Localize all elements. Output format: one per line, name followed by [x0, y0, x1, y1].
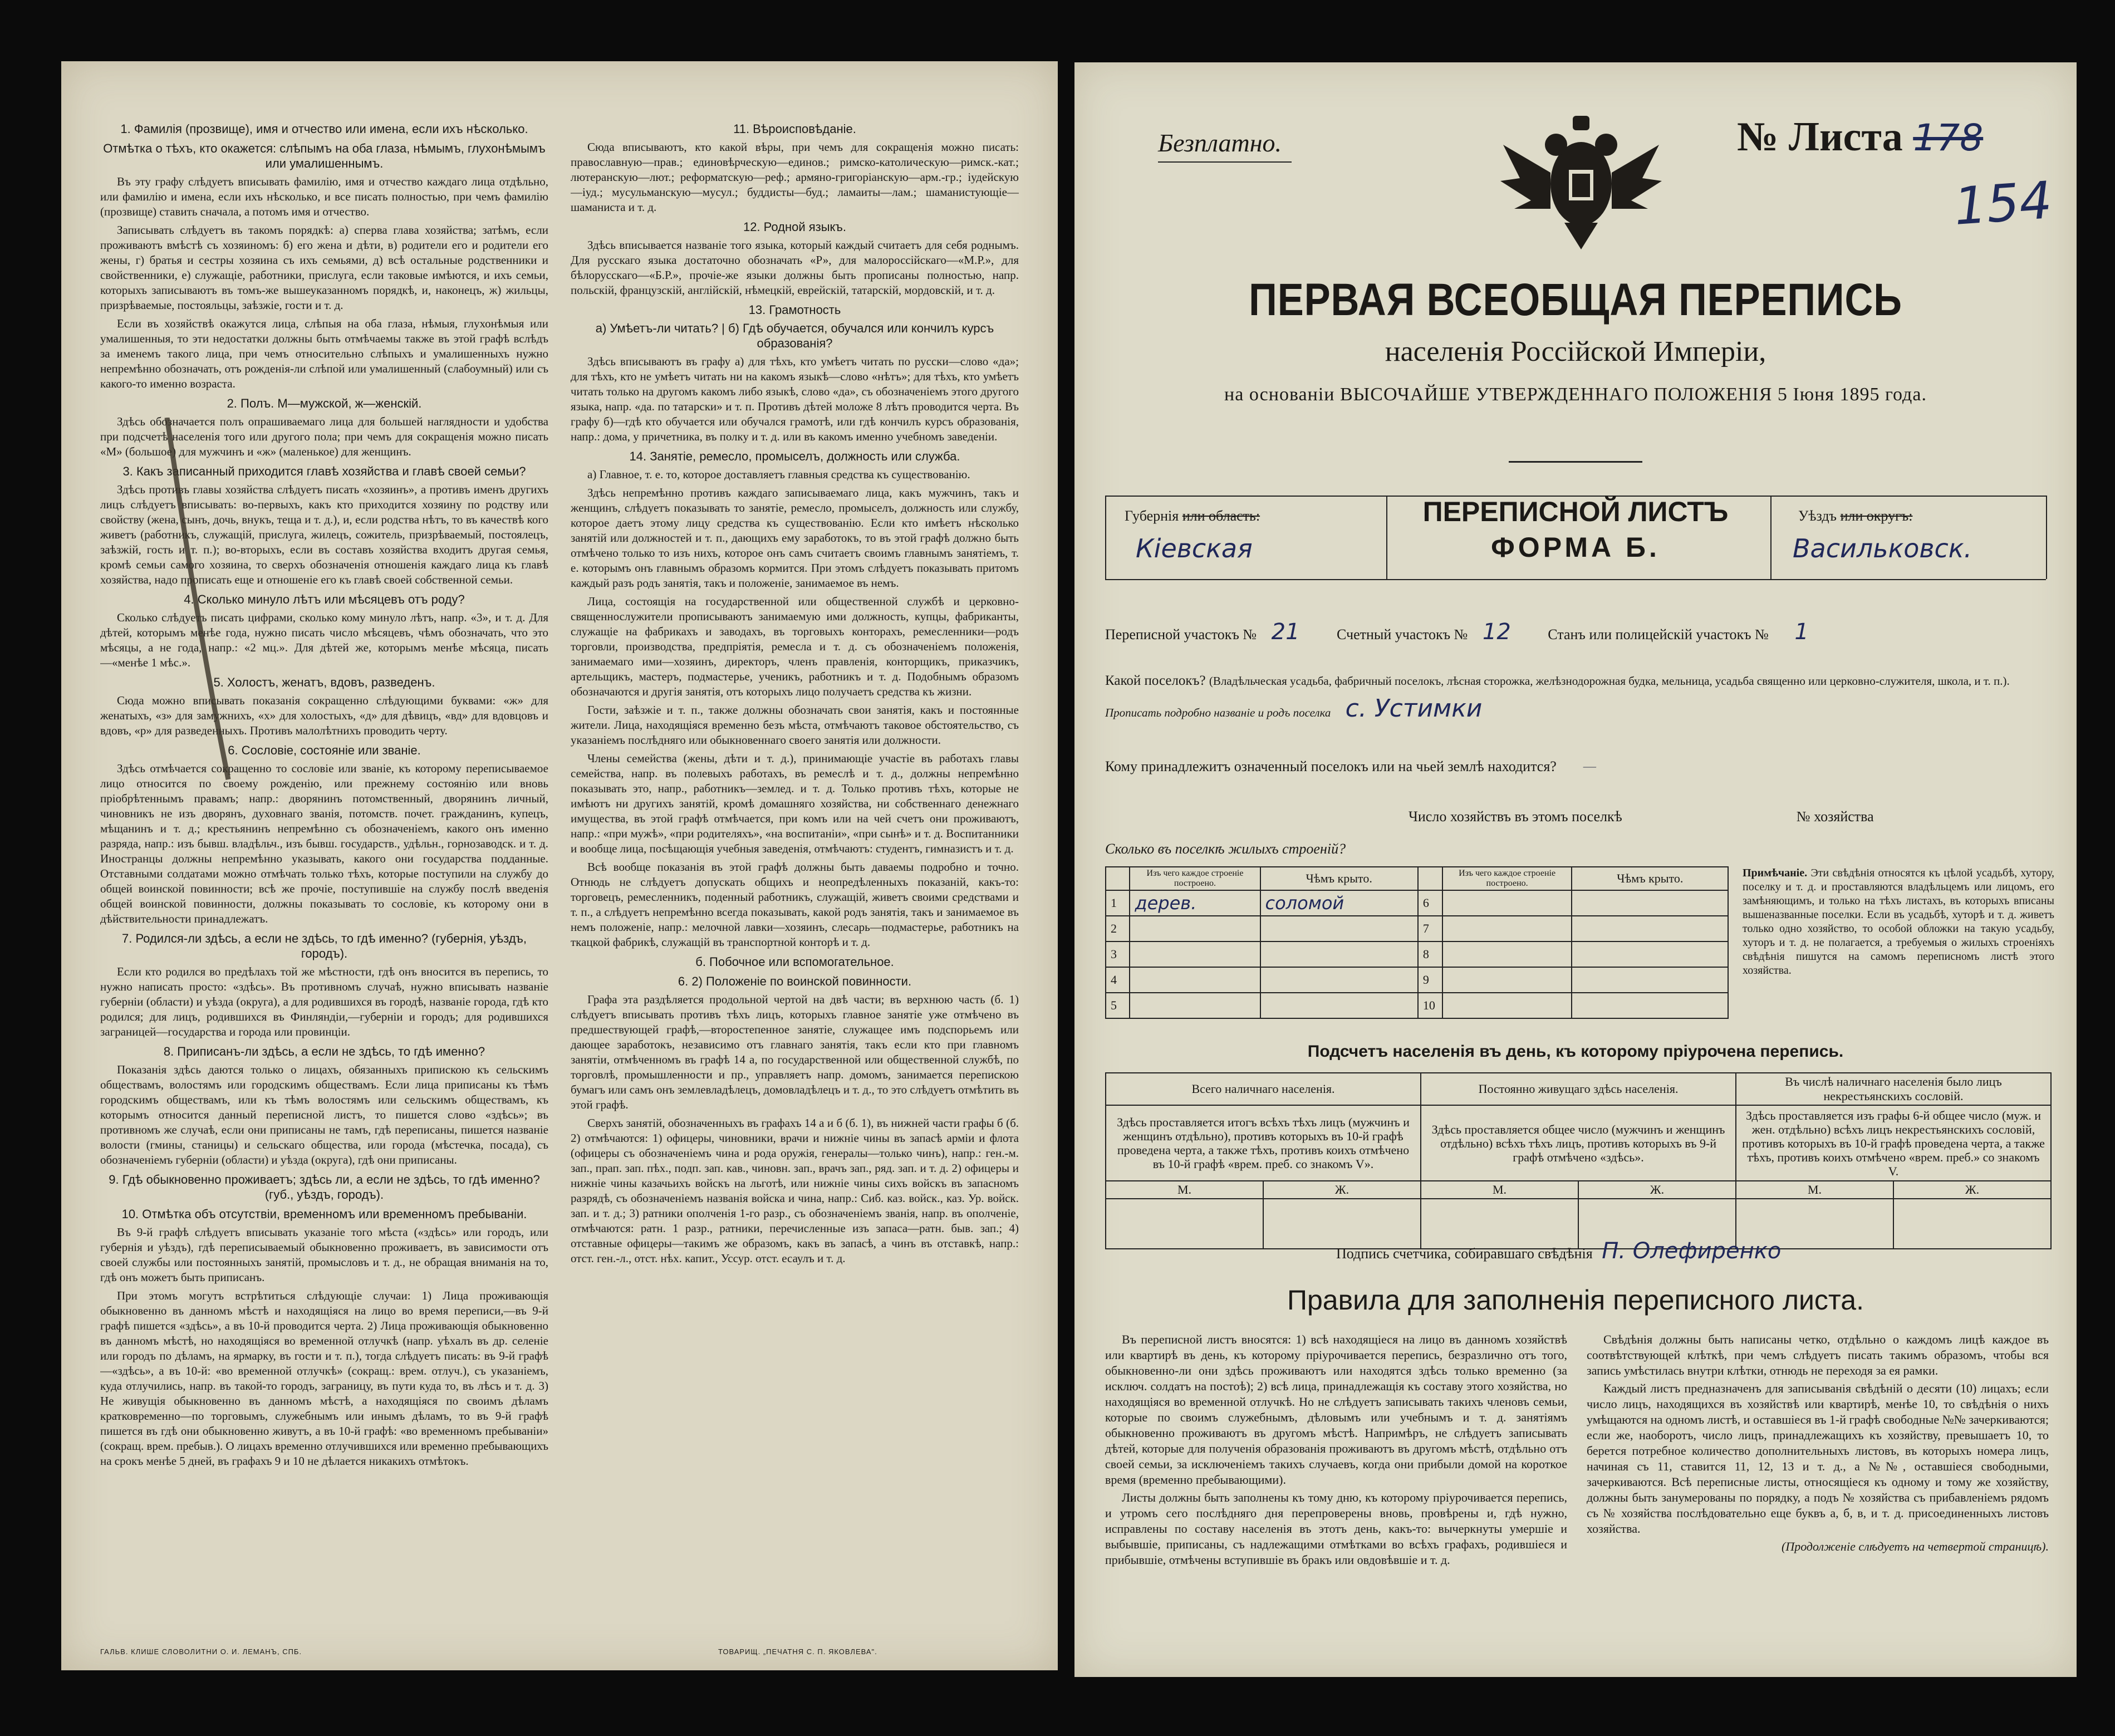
- buildings-table: [1105, 866, 1729, 1019]
- uezd-value: Васильковск.: [1793, 533, 1972, 563]
- instruction-heading: 6. Сословіе, состояніе или званіе.: [228, 743, 421, 757]
- instruction-paragraph: Сверхъ занятій, обозначенныхъ въ графахъ 14 а и б (б. 1), въ нижней части графы б (б. 2) отмѣчаются: 1) офицеры, чиновники, врачи и нижніе чины въ запасѣ арміи и флота (офицеры съ обозначеніемъ чина и рода оружія, генералы—только чинъ), напр.: ген.-м. зап., прап. зап. пѣх., подп. зап. кав., чиновн. зап., врачъ зап., ряд. зап. и т. д. 2) офицеры и нижніе чины казачьихъ войскъ на льготѣ, или нижніе чины сихъ войскъ въ запасномъ разрядѣ, съ обозначеніемъ названія войска и чина, напр.: Сиб. каз. войск., каз. Ур. войск. зап. и т. д.; 3) ратники ополченія 1-го разр., съ обозначеніемъ званія, напр. въ ополченіе, отмѣчаются: ратн. 1 разр., ратники, перечисленные изъ запаса—ратн. быв. зап.; 4) отставные офицеры—такимъ же образомъ, какъ въ запасѣ, а чинъ въ отставкѣ, напр.: отст. ген.-л., отст. нѣх. капит., Уссур. отст. есаулъ и т. д.: [571, 1116, 1019, 1265]
- podschet-head-3: Въ числѣ наличнаго населенія было лицъ некрестьянскихъ сословій.: [1736, 1073, 2051, 1105]
- instruction-heading: 12. Родной языкъ.: [743, 220, 847, 234]
- instruction-paragraph: Сюда вписываютъ, кто какой вѣры, при чемъ для сокращенія можно писать: православную—прав.; единовѣрческую—единов.; римско-католическую—римск.-кат.; лютеранскую—лют.; реформатскую—реф.; армяно-григоріанскую—арм.-гр.; іудейскую—іуд.; мусульманскую—мусул.; буддисты—буд.; ламаиты—лам.; шаманистующіе—шаманиста и т. д.: [571, 140, 1019, 214]
- buildings-note: [1743, 866, 2054, 978]
- podschet-text-1: Здѣсь проставляется итогъ всѣхъ тѣхъ лицъ (мужчинъ и женщинъ отдѣльно), противъ которыхъ въ 10-й графѣ проведена черта, а также тѣхъ, противъ коихъ отмѣчено въ 10-й графѣ «врем. преб. со знакомъ V».: [1106, 1105, 1421, 1181]
- instruction-heading: 2. Полъ. М—мужской, ж—женскій.: [227, 396, 422, 410]
- instruction-paragraph: Въ эту графу слѣдуетъ вписывать фамилію, имя и отчество каждаго лица отдѣльно, или фамилію и имена, если ихъ нѣсколько, и все писать полностью, при чемъ фамилію (прозвище) ставить сначала, а потомъ имя и отчество.: [100, 175, 548, 218]
- buildings-header-roof: Чѣмъ крыто.: [1260, 867, 1418, 890]
- instruction-columns: [100, 117, 1019, 1587]
- table-row: 4 9: [1106, 967, 1728, 993]
- instruction-heading: 5. Холостъ, женатъ, вдовъ, разведенъ.: [213, 675, 435, 689]
- sheet-number-handwritten: 154: [1952, 170, 2054, 237]
- form-subtitle: населенія Россійской Имперіи,: [1385, 336, 1766, 367]
- instruction-paragraph: Гости, заѣзжіе и т. п., также должны обозначать свои занятія, какъ и постоянные жители. Лица, находящіяся временно безъ мѣста, отмѣчаютъ таковое обстоятельство, съ указаніемъ послѣдняго или обыкновеннаго своего занятія или должности.: [571, 703, 1019, 747]
- free-of-charge-label: Безплатно.: [1158, 129, 1282, 157]
- uezd-label: Уѣздъ: [1798, 508, 1837, 524]
- instruction-paragraph: Показанія здѣсь даются только о лицахъ, обязанныхъ припискою къ сельскимъ обществамъ, волостямъ или городскимъ обществамъ. Если лица приписаны къ тѣмъ городскимъ обществамъ, или къ тѣмъ волостямъ или сельскимъ обществамъ, къ которымъ относится данный переписной листъ, то пишется слово «здѣсь»; въ противномъ же случаѣ, если они приписаны не тамъ, гдѣ переписаны, пишется названіе волости (гмины, станицы) и сельскаго общества, или города (мѣстечка, посада), съ обозначеніемъ губерніи (области) и уѣзда (округа), гдѣ они приписаны.: [100, 1063, 548, 1166]
- instruction-paragraph: Сколько слѣдуетъ писать цифрами, сколько кому минуло лѣтъ, напр. «3», и т. д. Для дѣтей, которымъ менѣе года, нужно писать число мѣсяцевъ, чѣмъ обозначать, что это мѣсяцы, а не года, напр.: «2 мц.». Для дѣтей же, которымъ менѣе мѣсяца, писать—«менѣе 1 мѣс.».: [100, 611, 548, 669]
- double-headed-eagle-emblem-icon: [1498, 111, 1665, 251]
- header-box-bottom: [1105, 579, 2046, 580]
- instruction-paragraph: Графа эта раздѣляется продольной чертой на двѣ части; въ верхнюю часть (б. 1) слѣдуетъ вписывать противъ тѣхъ лицъ, которыхъ главное занятіе уже отмѣчено въ предшествующей графѣ,—второстепенное занятіе, служащее имъ подспорьемъ или дающее заработокъ, независимо отъ главнаго занятія, такъ если кто при главномъ занятіи, отмѣченномъ въ графѣ 14 а, по государственной или общественной службѣ, по торговлѣ, промышленности и пр., управляетъ напр. домомъ, занимается перепискою бумагъ или самъ онъ землевладѣлецъ, домовладѣлецъ и т. д., то это слѣдуетъ отмѣтить въ этой графѣ.: [571, 993, 1019, 1111]
- fold-crease-mark: [161, 418, 239, 785]
- rules-column-2: Свѣдѣнія должны быть написаны четко, отдѣльно о каждомъ лицѣ каждое въ соотвѣтствующей клѣткѣ, при чемъ слѣдуетъ писать такимъ образомъ, чтобы вся запись умѣстилась внутри клѣтки, отнюдь не переходя за ея рамки. Каждый листъ предназначенъ для записыванія свѣдѣній о десяти (10) лицахъ; если число лицъ, находящихся въ хозяйствѣ или квартирѣ, менѣе 10, то свѣдѣнія о нихъ умѣщаются на одномъ листѣ, и оставшіеся въ 1-й графѣ свободные №№ зачеркиваются; если же, наоборотъ, число лицъ, принадлежащихъ къ хозяйству, превышаетъ 10, то берется потребное количество дополнительныхъ листовъ, въ которыхъ номера лицъ, начиная съ 11, ставится 11, 12, 13 и т. д., а №№, оставшіеся свободными, зачеркиваются. Всѣ переписные листы, относящіеся къ одному и тому же хозяйству, должны быть занумерованы по порядку, а подъ № хозяйства съ прибавленіемъ рядомъ съ № хозяйства послѣдовательно еще буквъ а, б, в, и т. д. присоединенныхъ листовъ хозяйства. (Продолженіе слѣдуетъ на четвертой страницѣ).: [1587, 1332, 2049, 1553]
- instruction-paragraph: Если въ хозяйствѣ окажутся лица, слѣпыя на оба глаза, нѣмыя, глухонѣмыя или умалишенныя, то эти недостатки должны быть отмѣчаемы также въ этой графѣ вслѣдъ за именемъ такого лица, при чемъ относительно слѣпыхъ и умалишенныхъ нужно непремѣнно обозначать, отъ рожденія-ли слѣпой или умалишенный (слабоумный) или съ какого-то именно возраста.: [100, 317, 548, 390]
- instruction-heading: 7. Родился-ли здѣсь, а если не здѣсь, то гдѣ именно? (губернія, уѣздъ, городъ).: [122, 931, 527, 960]
- table-row: 5 10: [1106, 993, 1728, 1018]
- uezd-struck: или округъ:: [1840, 508, 1913, 524]
- sign-label: Подпись счетчика, собиравшаго свѣдѣнія: [1336, 1245, 1593, 1262]
- instruction-heading: Отмѣтка о тѣхъ, кто окажется: слѣпымъ на оба глаза, нѣмымъ, глухонѣмымъ или умалишеннымъ.: [103, 141, 546, 170]
- row1-roof: соломой: [1260, 890, 1418, 916]
- instruction-paragraph: Записывать слѣдуетъ въ такомъ порядкѣ: а) сперва глава хозяйства; затѣмъ, если проживаютъ вмѣстѣ съ хозяиномъ: б) его жена и дѣти, в) родители его и родители его жены, г) братья и сестры хозяина съ ихъ семьями, д) всѣ остальные родственники и свойственники, е) служащіе, работники, прислуга, если таковые имѣются, и ихъ семьи, которыхъ записываютъ въ томъ-же вышеуказанномъ порядкѣ, и, наконецъ, ж) жильцы, призрѣваемые, постояльцы, заѣзжіе, гости и т. д.: [100, 223, 548, 312]
- schet-value: 12: [1482, 619, 1511, 645]
- m-label-3: М.: [1736, 1181, 1893, 1199]
- right-page-census-form: [1074, 62, 2077, 1677]
- hoz-count-label: Число хозяйствъ въ этомъ поселкѣ: [1409, 808, 1622, 825]
- schet-label: Счетный участокъ №: [1337, 626, 1468, 643]
- continue-note: (Продолженіе слѣдуетъ на четвертой страницѣ).: [1782, 1539, 2049, 1553]
- rules-column-1: Въ переписной листъ вносятся: 1) всѣ находящіеся на лицо въ данномъ хозяйствѣ или квартирѣ въ день, къ которому пріурочивается перепись, безразлично отъ того, обыкновенно-ли они здѣсь проживаютъ или находятся здѣсь только временно (за исключ. солдатъ на постоѣ); 2) всѣ лица, принадлежащія къ составу этого хозяйства, но находящіяся во временной отлучкѣ. Но не слѣдуетъ записывать такихъ членовъ семьи, которые по своимъ служебнымъ, дѣловымъ или учебнымъ и т. д. занятіямъ обыкновенно проживаютъ въ другомъ мѣстѣ. Напримѣръ, не слѣдуетъ записывать дѣтей, которые для полученія образованія проживаютъ въ другомъ мѣстѣ, отдѣльно отъ своей семьи, за исключеніемъ такихъ случаевъ, когда они прибыли домой на короткое время (временно пребывающими). Листы должны быть заполнены къ тому дню, къ которому пріурочивается перепись, и утромъ сего послѣдняго дня перепроверены вновь, провѣрены и, гдѣ нужно, исправлены по составу населенія въ этотъ день, какъ-то: вычеркнуты умершіе и выбывшіе, приписаны, съ надлежащими отмѣтками во всѣхъ графахъ, родившіеся и прибывшіе, отмѣчены вступившіе въ бракъ или овдовѣвшіе и т. д.: [1105, 1332, 1567, 1567]
- list-title: ПЕРЕПИСНОЙ ЛИСТЪ: [1422, 496, 1729, 527]
- hoz-no-label: № хозяйства: [1796, 808, 1874, 825]
- poselok-value: с. Устимки: [1345, 694, 1483, 723]
- owner-label: Кому принадлежитъ означенный поселокъ или на чьей землѣ находится?: [1105, 758, 1557, 774]
- settlement-field: [1105, 667, 2052, 727]
- zh-label-2: Ж.: [1578, 1181, 1736, 1199]
- buildings-header-material: Изъ чего каждое строеніе построено.: [1130, 867, 1260, 890]
- zh-label-3: Ж.: [1893, 1181, 2051, 1199]
- form-legal-basis: на основаніи ВЫСОЧАЙШЕ УТВЕРЖДЕННАГО ПОЛОЖЕНІЯ 5 Іюня 1895 года.: [1224, 384, 1927, 405]
- poselok-desc: (Владѣльческая усадьба, фабричный поселокъ, лѣсная сторожка, желѣзнодорожная будка, мельница, усадьба священно или церковно-служителя, школа, и т. п.).: [1209, 674, 2010, 688]
- instruction-paragraph: Здѣсь вписывается названіе того языка, который каждый считаетъ для себя роднымъ. Для русскаго языка достаточно обозначать «Р», для малороссійскаго—«М.Р.», для бѣлорусскаго—«Б.Р.», прочіе-же языки должны быть прописаны полностью, напр. польскій, французскій, англійскій, нѣмецкій, еврейскій, татарскій, мордовскій, и т. д.: [571, 238, 1019, 297]
- instruction-paragraph: Въ 9-й графѣ слѣдуетъ вписывать указаніе того мѣста («здѣсь» или городъ, или губернія и уѣздъ), гдѣ переписываемый обыкновенно проживаетъ, въ зависимости отъ своей службы или постоянныхъ занятій, промысловъ и т. д., не обращая вниманія на то, гдѣ онъ можетъ быть приписанъ.: [100, 1225, 548, 1284]
- row1-material: дерев.: [1130, 890, 1260, 916]
- instruction-paragraph: Всѣ вообще показанія въ этой графѣ должны быть даваемы подробно и точно. Отнюдь не слѣдуетъ допускать общихъ и неопредѣленныхъ показаній, какъ-то: торговецъ, ремесленникъ, поденный работникъ, служащій, живетъ своими средствами и т. п., а слѣдуетъ непремѣнно всегда показывать, какой родъ занятія, такъ и занимаемое въ немъ положеніе, напр.: мелочной лавки—хозяинъ, слесарь—подмастерье, работникъ на ткацкой фабрикѣ, служащій въ транспортной конторѣ и т. д.: [571, 860, 1019, 949]
- free-label-underline: [1158, 161, 1292, 163]
- instruction-heading: 3. Какъ записанный приходится главѣ хозяйства и главѣ своей семьи?: [122, 464, 526, 478]
- printer-mark-left: ГАЛЬВ. КЛИШЕ СЛОВОЛИТНИ О. И. ЛЕМАНЪ, СПБ.: [100, 1647, 302, 1656]
- uch-value: 21: [1271, 619, 1300, 645]
- instruction-column-2: [571, 117, 1019, 1587]
- guberniya-struck: или область:: [1182, 508, 1260, 524]
- owner-field: [1105, 758, 1597, 775]
- left-page-instructions: [61, 61, 1058, 1670]
- guberniya-field: [1125, 508, 1260, 524]
- podschet-head-1: Всего наличнаго населенія.: [1106, 1073, 1421, 1105]
- household-count-field: [1409, 808, 1874, 825]
- guberniya-value: Кіевская: [1136, 533, 1253, 563]
- instruction-paragraph: Здѣсь противъ главы хозяйства слѣдуетъ писать «хозяинъ», а противъ именъ другихъ лицъ слѣдуетъ вписывать: во-первыхъ, какъ кто приходится хозяину по родству или свойству (жена, сынъ, дочь, внукъ, теща и т. д.), и, если родства нѣтъ, то въ качествѣ кого живетъ (работникъ, служащій, прислуга, жилецъ, сожитель, призрѣваемый, постоялецъ, заѣзжій, гость и т. п.); во-вторыхъ, если въ составъ хозяйства входитъ другая семья, кромѣ семьи самого хозяина, то сверхъ обозначенія отношенія каждаго лица къ главѣ хозяйства, надо прописать еще и отношеніе его къ главѣ своей собственной семьи.: [100, 483, 548, 586]
- zh-label-1: Ж.: [1263, 1181, 1421, 1199]
- sheet-number: [1737, 114, 1983, 161]
- signature-field: [1336, 1238, 1781, 1264]
- sheet-number-struck-value: 178: [1913, 116, 1984, 159]
- guberniya-label: Губернія: [1125, 508, 1179, 524]
- note-text: Эти свѣдѣнія относятся къ цѣлой усадьбѣ, хутору, поселку и т. д. и проставляются владѣльцемъ или лицомъ, его замѣняющимъ, и только на тѣхъ листахъ, въ которыхъ вписаны вышеназванные поселки. Если въ усадьбѣ, хуторѣ и т. д. живетъ только одно хозяйство, то особой обложки на такую усадьбу, хуторъ и т. д. не полагается, а требуемыя о жилыхъ строеніяхъ свѣдѣнія пишутся на самомъ переписномъ листѣ этого хозяйства.: [1743, 867, 2055, 977]
- population-count-table: [1105, 1072, 2052, 1249]
- table-row: 3 8: [1106, 941, 1728, 967]
- stan-value: 1: [1794, 619, 1809, 645]
- buildings-header-roof-2: Чѣмъ крыто.: [1572, 867, 1728, 890]
- podschet-text-2: Здѣсь проставляется общее число (мужчинъ и женщинъ отдѣльно) всѣхъ тѣхъ лицъ, противъ которыхъ въ 9-й графѣ отмѣчено «здѣсь».: [1421, 1105, 1736, 1181]
- table-row: 2 7: [1106, 916, 1728, 941]
- instruction-paragraph: Здѣсь вписываютъ въ графу а) для тѣхъ, кто умѣетъ читать по русски—слово «да»; для тѣхъ, кто не умѣетъ читать ни на какомъ языкѣ—слово «нѣтъ»; для тѣхъ, кто умѣетъ читать только на другомъ какомъ либо языкѣ, слово «да», съ обозначеніемъ этого другого языка, напр. «да. по татарски» и т. п. Противъ дѣтей моложе 8 лѣтъ проводится черта. Въ графу б)—гдѣ кто обучается или обучался грамотѣ, или гдѣ кончилъ курсъ образованія, напр.: дома, у причетника, въ полку и т. д. или въ какомъ именно учебномъ заведеніи.: [571, 355, 1019, 443]
- buildings-header-material-2: Изъ чего каждое строеніе построено.: [1442, 867, 1572, 890]
- rules-title: Правила для заполненія переписного листа.: [1287, 1284, 1864, 1316]
- podschet-text-3: Здѣсь проставляется изъ графы 6-й общее число (муж. и жен. отдѣльно) всѣхъ лицъ некрестьянскихъ сословій, противъ которыхъ въ 10-й графѣ проведена черта, а также тѣхъ, противъ коихъ отмѣчено «врем. преб.» со знакомъ V.: [1736, 1105, 2051, 1181]
- instruction-heading: 8. Приписанъ-ли здѣсь, а если не здѣсь, то гдѣ именно?: [163, 1044, 485, 1058]
- sign-value: П. Олефиренко: [1602, 1238, 1782, 1264]
- stan-label: Станъ или полицейскій участокъ №: [1548, 626, 1769, 643]
- table-row: 1 дерев. соломой 6: [1106, 890, 1728, 916]
- instruction-heading: 10. Отмѣтка объ отсутствіи, временномъ или временномъ пребываніи.: [121, 1207, 527, 1221]
- owner-value: —: [1582, 758, 1597, 775]
- printer-mark-right: ТОВАРИЩ. „ПЕЧАТНЯ С. П. ЯКОВЛЕВА".: [718, 1647, 877, 1656]
- uezd-field: [1798, 508, 1912, 524]
- instruction-subquestion: а) Умѣетъ-ли читать? | б) Гдѣ обучается, обучался или кончилъ курсъ образованія?: [595, 321, 994, 350]
- instruction-paragraph: Если кто родился во предѣлахъ той же мѣстности, гдѣ онъ вносится въ перепись, то нужно написать просто: «здѣсь». Въ противномъ случаѣ, нужно вписывать названіе губерніи (области) и уѣзда (округа), а для родившихся въ городѣ, названіе города, гдѣ кто родился; для лицъ, родившихся въ Финляндіи,—губерніи и городъ; для родившихся заграницей—государства и города или провинціи.: [100, 965, 548, 1038]
- instruction-paragraph: Здѣсь отмѣчается сокращенно то сословіе или званіе, къ которому переписываемое лицо относится по своему рожденію, или прежнему состоянію или вновь пріобрѣтеннымъ правамъ; напр.: дворянинъ потомственный, дворянинъ личный, чиновникъ не изъ дворянъ, духовнаго званія, потомств. почет. гражданинъ, купецъ, мѣщанинъ и т. д.; крестьянинъ непремѣнно съ обозначеніемъ, какого онъ именно разряда, напр.: изъ бывш. владѣльч., изъ бывш. государств., удѣльн., горнозаводск. и т. д. Иностранцы должны непремѣнно указывать, какого они государства подданные. Отставными солдатами можно отмѣчать только тѣхъ, которые поступили на службу до общей воинской повинности; всѣ же прочіе, поступившіе на службу послѣ введенія общей воинской повинности, должны показывать то сословіе, къ которому они в дѣйствительности принадлежатъ.: [100, 762, 548, 925]
- instruction-paragraph: Здѣсь обозначается полъ опрашиваемаго лица для большей наглядности и удобства при подсчетѣ населенія того или другого пола; при чемъ для сокращенія можно писать «М» (большое) для мужчинъ и «ж» (маленькое) для женщинъ.: [100, 415, 548, 458]
- instruction-heading: 11. Вѣроисповѣданіе.: [733, 122, 856, 136]
- uch-label: Переписной участокъ №: [1105, 626, 1257, 643]
- poselok-prompt: Прописать подробно названіе и родъ поселка: [1105, 706, 1331, 719]
- instruction-column-1: [100, 117, 548, 1587]
- district-line: [1105, 619, 2052, 645]
- form-variant: ФОРМА Б.: [1491, 532, 1660, 563]
- instruction-heading: 13. Грамотность: [748, 303, 841, 317]
- buildings-question: Сколько въ поселкѣ жилыхъ строеній?: [1105, 841, 1346, 857]
- instruction-paragraph: При этомъ могутъ встрѣтиться слѣдующіе случаи: 1) Лица проживающія обыкновенно въ данномъ мѣстѣ и находящіяся на лицо во время переписи,—въ 9-й графѣ пишется «здѣсь», а въ 10-й проводится черта. 2) Лица проживающія обыкновенно въ данномъ мѣстѣ, но находящіяся во временной отлучкѣ (напр. уѣхалъ въ др. селеніе или городъ по дѣламъ, на ярмарку, въ гости и т. п.), тогда слѣдуетъ писать: въ 9-й графѣ—«здѣсь», а въ 10-й: «во временной отлучкѣ» (сокращ.: врем. отлуч.), съ указаніемъ, куда отлучились, напр. въ такой-то городъ, заграницу, въ пути куда то, въ лѣсъ и т. д. 3) Не живущія обыкновенно въ данномъ мѣстѣ, а находящіяся по своимъ дѣламъ кратковременно—по торговымъ, служебнымъ или инымъ дѣламъ, то въ 9-й графѣ пишется въ гдѣ они обыкновенно живутъ, а въ 10-й графѣ: «во временномъ пребываніи» (сокращ. врем. пребыв.). О лицахъ временно отлучившихся или временно пребывающихъ на срокъ менѣе 5 дней, въ графахъ 9 и 10 не дѣлается никакихъ отмѣтокъ.: [100, 1289, 548, 1468]
- form-title: ПЕРВАЯ ВСЕОБЩАЯ ПЕРЕПИСЬ: [1249, 274, 1902, 325]
- instruction-paragraph: Члены семейства (жены, дѣти и т. д.), принимающіе участіе въ работахъ главы семейства, напр. въ полевыхъ работахъ, въ ремеслѣ и т. д., должны непремѣнно показывать это, напр., работникъ—землед. и т. д. Только противъ тѣхъ, которые не имѣютъ ни другихъ занятій, кромѣ домашняго хозяйства, ни собственнаго денежнаго имущества, въ этой графѣ отмѣчается, при комъ или на чей счетъ они проживаютъ, напр.: «при мужѣ», «при родителяхъ», «на воспитаніи», «при сынѣ» и т. д. Воспитанники и вообще лица, посѣщающія учебныя заведенія, отмѣчаютъ: студентъ, гимназистъ и т. д.: [571, 752, 1019, 855]
- instruction-heading: 4. Сколько минуло лѣтъ или мѣсяцевъ отъ роду?: [184, 592, 465, 606]
- instruction-paragraph: а) Главное, т. е. то, которое доставляетъ главныя средства къ существованію.: [587, 468, 970, 481]
- instruction-paragraph: Сюда можно вписывать показанія сокращенно слѣдующими буквами: «ж» для женатыхъ, «з» для замужнихъ, «х» для холостыхъ, «д» для дѣвицъ, «вд» для вдовцовъ и вдовъ, «р» для разведенныхъ. Противъ малолѣтнихъ проводить черту.: [100, 694, 548, 737]
- instruction-heading: 1. Фамилія (прозвище), имя и отчество или имена, если ихъ нѣсколько.: [120, 122, 528, 136]
- instruction-heading: 9. Гдѣ обыкновенно проживаетъ; здѣсь ли, а если не здѣсь, то гдѣ именно? (губ., уѣздъ, городъ).: [109, 1173, 540, 1202]
- m-label-2: М.: [1421, 1181, 1578, 1199]
- podschet-head-2: Постоянно живущаго здѣсь населенія.: [1421, 1073, 1736, 1105]
- instruction-paragraph: Здѣсь непремѣнно противъ каждаго записываемаго лица, какъ мужчинъ, такъ и женщинъ, слѣдуетъ показывать то занятіе, ремесло, промыселъ, должность или службу, которое даетъ этому лицу средства къ существованію. Если кто имѣетъ нѣсколько занятій или должностей и т. п., дающихъ ему заработокъ, то въ этой графѣ должно быть отмѣчено только то изъ нихъ, которое онъ самъ считаетъ своимъ главнымъ занятіемъ, т. е. которымъ онъ главнымъ образомъ кормится. При этомъ слѣдуетъ показывать притомъ каждый разъ родъ занятія, такъ и положеніе, занимаемое въ немъ.: [571, 486, 1019, 590]
- title-divider: [1509, 461, 1642, 463]
- sheet-number-label: № Листа: [1737, 114, 1903, 160]
- instruction-heading: 6. 2) Положеніе по воинской повинности.: [678, 974, 912, 988]
- m-label-1: М.: [1106, 1181, 1263, 1199]
- instruction-heading: 14. Занятіе, ремесло, промыселъ, должность или служба.: [629, 449, 960, 463]
- podschet-title: Подсчетъ населенія въ день, къ которому пріурочена перепись.: [1307, 1042, 1844, 1061]
- note-title: Примѣчаніе.: [1743, 867, 1808, 879]
- instruction-paragraph: Лица, состоящія на государственной или общественной службѣ и церковно-священнослужители прописываютъ занимаемую ими должность, купцы, фабриканты, служащіе на фабрикахъ и заводахъ, въ торговыхъ конторахъ, ремесленники—родъ торговли, производства, предпріятія, ремесла и т. д. съ обозначеніемъ положенія, занимаемаго ими—хозяинъ, директоръ, членъ правленія, конторщикъ, приказчикъ, артельщикъ, мастеръ, подмастерье, ученикъ, работникъ и т. д. Подобнымъ образомъ обозначаются и другія занятія, отъ которыхъ лицо получаетъ средства къ жизни.: [571, 595, 1019, 698]
- poselok-label: Какой поселокъ?: [1105, 673, 1206, 688]
- instruction-heading: б. Побочное или вспомогательное.: [695, 955, 894, 969]
